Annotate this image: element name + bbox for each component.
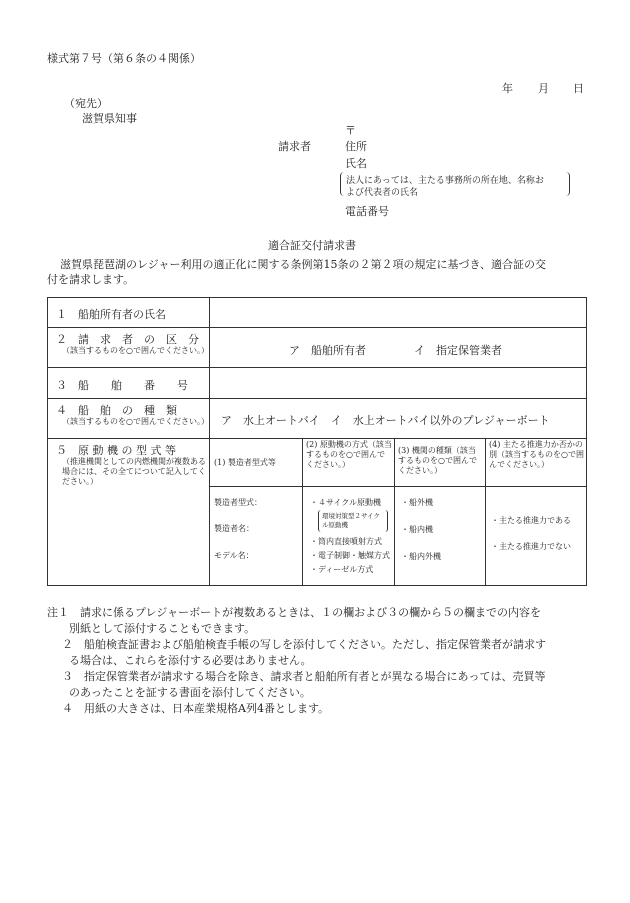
date-year: 年 xyxy=(502,82,513,95)
method-4cycle[interactable]: ・４サイクル原動機 xyxy=(310,498,382,507)
name-label: 氏名 xyxy=(345,157,367,170)
main-propulsion-yes[interactable]: ・主たる推進力である xyxy=(491,516,571,525)
main-propulsion-no[interactable]: ・主たる推進力でない xyxy=(491,542,571,551)
postal-mark: 〒 xyxy=(345,124,356,137)
model-name-label: モデル名： xyxy=(214,551,254,560)
note-4: ４ 用紙の大きさは、日本産業規格A列4番とします。 xyxy=(62,702,330,715)
note-3a: ３ 指定保管業者が請求する場合を除き、請求者と船舶所有者とが異なる場合にあっては、売買等 xyxy=(62,670,546,683)
col4-header: (4) 主たる推進力か否かの別（該当するものを○で囲んでください。） xyxy=(489,440,584,469)
note-1b: 別紙として添付することもできます。 xyxy=(69,622,256,635)
corp-note-line2: よび代表者の氏名 xyxy=(346,188,419,198)
method-direct-injection[interactable]: ・筒内直接噴射方式 xyxy=(310,537,382,546)
addressee-name: 滋賀県知事 xyxy=(82,112,137,125)
note-1a: 注１ 請求に係るプレジャーボートが複数あるときは、１の欄および３の欄から５の欄までの内容を xyxy=(47,606,542,619)
corp-note-line1: 法人にあっては、主たる事務所の所在地、名称お xyxy=(346,176,544,186)
col1-header: (1) 製造者型式等 xyxy=(214,458,276,467)
owner-name-cell[interactable] xyxy=(212,300,584,325)
addressee-prefix: （宛先） xyxy=(64,97,108,110)
vessel-type-options[interactable]: ア 水上オートバイ イ 水上オートバイ以外のプレジャーボート xyxy=(221,414,550,427)
col2-header: (2) 原動機の方式（該当するものを○で囲んでください。） xyxy=(306,440,392,469)
row5-note: （推進機関としての内燃機関が複数ある場合には、その全てについて記入してください。） xyxy=(62,457,206,486)
row2-note: （該当するものを○で囲んでください。） xyxy=(62,346,209,355)
method-diesel[interactable]: ・ディーゼル方式 xyxy=(310,565,374,574)
phone-label: 電話番号 xyxy=(345,205,389,218)
form-number: 様式第７号（第６条の４関係） xyxy=(47,52,201,65)
note-3b: のあったことを証する書面を添付してください。 xyxy=(69,686,311,699)
engine-inboard[interactable]: ・船内機 xyxy=(401,525,433,534)
row4-label: ４ 船 舶 の 種 類 xyxy=(56,404,177,417)
method-note: 環境対策型２サイクル原動機 xyxy=(322,512,380,529)
vessel-number-cell[interactable] xyxy=(212,370,584,396)
note-2b: る場合は、これらを添付する必要はありません。 xyxy=(69,654,312,667)
address-label: 住所 xyxy=(345,140,367,153)
row5-label: ５ 原 動 機 の 型 式 等 xyxy=(56,444,176,457)
body-line-2: 付を請求します。 xyxy=(47,273,135,286)
maker-model-label: 製造者型式： xyxy=(214,498,262,507)
note-2a: ２ 船舶検査証書および船舶検査手帳の写しを添付してください。ただし、指定保管業者が請求す xyxy=(62,638,546,651)
date-day: 日 xyxy=(573,82,584,95)
engine-outboard[interactable]: ・船外機 xyxy=(401,498,433,507)
engine-sterndrive[interactable]: ・船内外機 xyxy=(401,552,441,561)
document-title: 適合証交付請求書 xyxy=(268,239,356,252)
row2-label: ２ 請 求 者 の 区 分 xyxy=(56,333,199,346)
body-line-1: 滋賀県琵琶湖のレジャー利用の適正化に関する条例第15条の２第２項の規定に基づき、適合証の交 xyxy=(60,258,547,271)
row3-label: ３ 船 舶 番 号 xyxy=(56,379,188,392)
maker-name-label: 製造者名： xyxy=(214,524,254,533)
date-month: 月 xyxy=(538,82,549,95)
requester-type-owner[interactable]: ア 船舶所有者 xyxy=(289,344,366,357)
row1-label: １ 船舶所有者の氏名 xyxy=(56,308,166,321)
method-electronic-catalyst[interactable]: ・電子制御・触媒方式 xyxy=(310,551,390,560)
requester-type-keeper[interactable]: イ 指定保管業者 xyxy=(414,344,502,357)
col3-header: (3) 機関の種類（該当するものを○で囲んでください。） xyxy=(398,446,477,475)
row4-note: （該当するものを○で囲んでください。） xyxy=(62,417,209,426)
requester-label: 請求者 xyxy=(278,140,311,153)
